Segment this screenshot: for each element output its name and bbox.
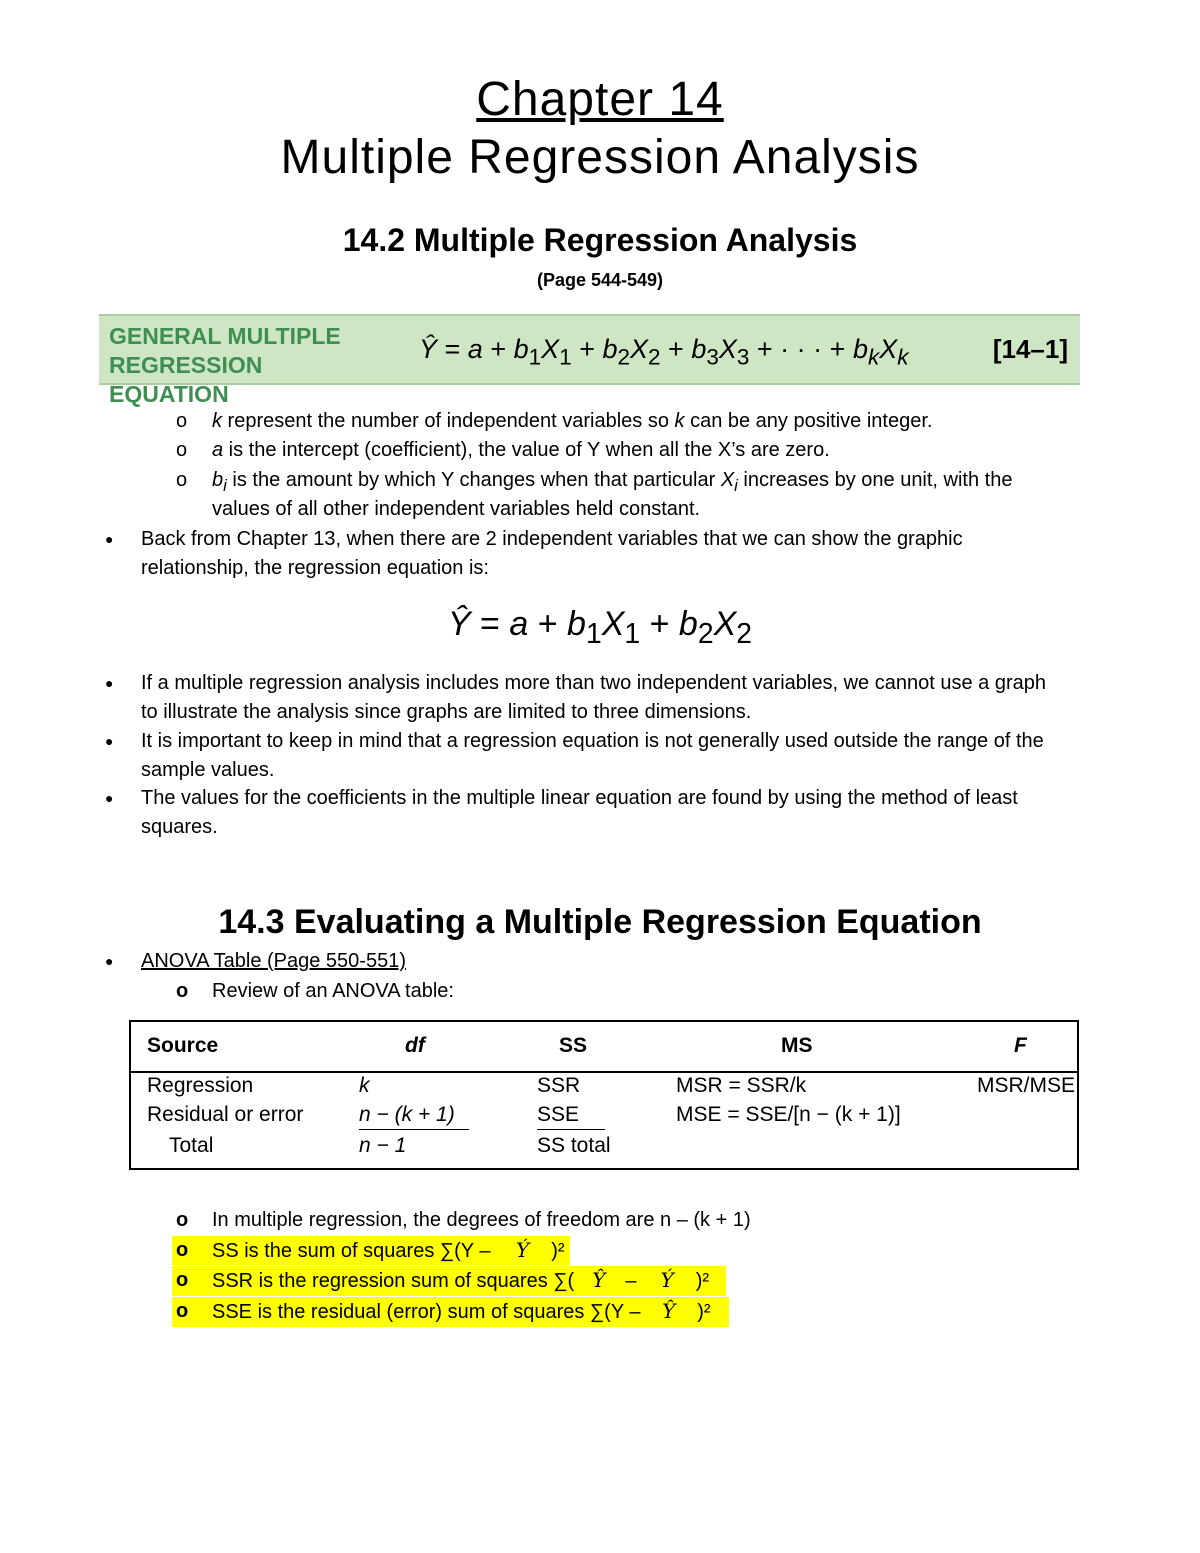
circle-bullet-icon: o (176, 1300, 189, 1322)
anova-cell-ss: SSR (537, 1074, 581, 1097)
anova-header-f: F (1014, 1034, 1027, 1057)
bullet-icon: ● (105, 531, 114, 547)
circle-bullet-icon: o (176, 410, 188, 432)
anova-header-ms: MS (781, 1034, 813, 1057)
bullet-icon: ● (105, 790, 114, 806)
graph-note-line2: to illustrate the analysis since graphs are limited to three dimensions. (141, 701, 752, 723)
general-regression-formula: Ŷ = $a + b_1X_1 + b_2X_2 + b_3X_3$ + · · · + $b_kX_k$ (419, 334, 909, 370)
general-equation-box (99, 314, 1080, 407)
b-definition-continued: values of all other independent variables held constant. (212, 498, 701, 520)
anova-cell-df: n − (k + 1) (359, 1101, 469, 1130)
two-variable-regression-formula: Ŷ = $a + b_1X_1 + b_2X_2$ (447, 605, 753, 650)
anova-cell-df: k (359, 1074, 370, 1097)
section-page-reference: (Page 544-549) (536, 270, 664, 290)
anova-cell-ss: SSE (537, 1101, 605, 1130)
chapter-title: Chapter 14 (476, 73, 724, 126)
k-definition: k represent the number of independent variables so k can be any positive integer. (212, 410, 933, 432)
section-title-14-2: 14.2 Multiple Regression Analysis (342, 222, 858, 258)
least-squares-note-line1: The values for the coefficients in the multiple linear equation are found by using the method of least (141, 787, 1018, 809)
a-definition: a is the intercept (coefficient), the value of Y when all the X’s are zero. (212, 439, 830, 461)
anova-cell-ms: MSR = SSR/k (676, 1074, 807, 1097)
anova-header-source: Source (147, 1034, 219, 1057)
anova-cell-source: Total (169, 1134, 214, 1157)
anova-table (129, 1020, 1079, 1170)
anova-header-df: df (405, 1034, 425, 1057)
circle-bullet-icon: o (176, 1239, 189, 1261)
range-note-line2: sample values. (141, 759, 275, 781)
circle-bullet-icon: o (176, 469, 188, 491)
chapter13-note-line1: Back from Chapter 13, when there are 2 independent variables that we can show the graphic (141, 528, 963, 550)
degrees-of-freedom-note: In multiple regression, the degrees of freedom are n – (k + 1) (212, 1209, 751, 1231)
ss-note: SS is the sum of squares ∑(Y – Ý )² (212, 1238, 565, 1262)
anova-cell-df: n − 1 (359, 1134, 407, 1157)
sse-note: SSE is the residual (error) sum of squares ∑(Y – Ŷ )² (212, 1299, 711, 1323)
circle-bullet-icon: o (176, 1209, 189, 1231)
least-squares-note-line2: squares. (141, 816, 218, 838)
graph-note-line1: If a multiple regression analysis includes more than two independent variables, we cannot use a graph (141, 672, 1046, 694)
circle-bullet-icon: o (176, 1269, 189, 1291)
anova-cell-ss: SS total (537, 1134, 611, 1157)
equation-label-line2: REGRESSION EQUATION (109, 352, 263, 407)
range-note-line1: It is important to keep in mind that a regression equation is not generally used outside the range of the (141, 730, 1044, 752)
b-definition: $b_i$ is the amount by which Y changes when that particular $X_i$ increases by one unit, with the (212, 469, 1013, 495)
anova-cell-f: MSR/MSE (977, 1074, 1076, 1097)
anova-cell-source: Regression (147, 1074, 254, 1097)
section-title-14-3: 14.3 Evaluating a Multiple Regression Equation (218, 903, 982, 941)
ssr-note: SSR is the regression sum of squares ∑( Ŷ – Ý )² (212, 1268, 710, 1292)
anova-header-rule (131, 1071, 1077, 1073)
chapter13-note-line2: relationship, the regression equation is: (141, 557, 489, 579)
bullet-icon: ● (105, 733, 114, 749)
anova-cell-source: Residual or error (147, 1103, 304, 1126)
equation-number: [14–1] (992, 334, 1068, 364)
chapter-subtitle: Multiple Regression Analysis (280, 131, 920, 184)
circle-bullet-icon: o (176, 439, 188, 461)
bullet-icon: ● (105, 675, 114, 691)
circle-bullet-icon: o (176, 980, 189, 1002)
anova-table-link[interactable]: ANOVA Table (Page 550-551) (141, 950, 406, 972)
anova-review-label: Review of an ANOVA table: (212, 980, 454, 1002)
equation-label-line1: GENERAL MULTIPLE (109, 323, 341, 349)
bullet-icon: ● (105, 953, 114, 969)
anova-cell-ms: MSE = SSE/[n − (k + 1)] (676, 1103, 901, 1126)
anova-header-ss: SS (559, 1034, 588, 1057)
equation-label (109, 322, 379, 409)
